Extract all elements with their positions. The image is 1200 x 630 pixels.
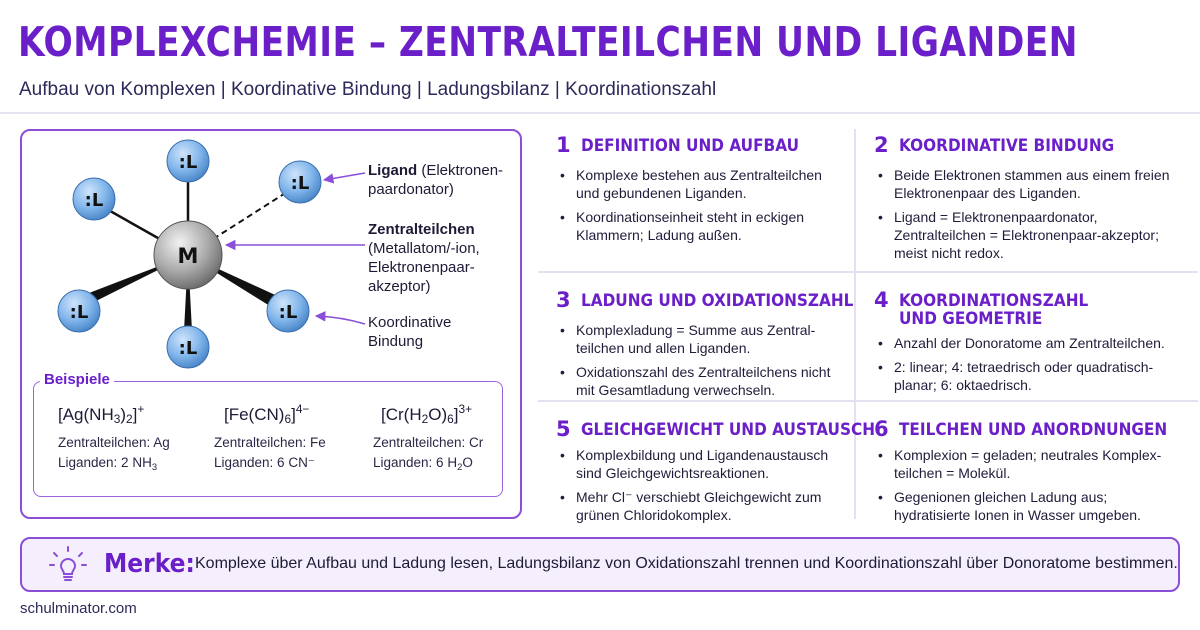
central-callout-text: (Metallatom/-ion, bbox=[368, 240, 480, 257]
merke-box bbox=[20, 537, 1180, 592]
info-cards-grid bbox=[538, 129, 1198, 523]
card-number: 3 bbox=[556, 288, 571, 312]
card-bullet: • Oxidationszahl des Zentralteilchens nicht mit Gesamtladung verwechseln. bbox=[558, 363, 834, 399]
card-title: UND GEOMETRIE bbox=[898, 309, 1042, 329]
central-atom-label: M bbox=[177, 244, 199, 268]
card-number: 5 bbox=[556, 417, 571, 441]
card-title: KOORDINATIONSZAHL bbox=[898, 291, 1088, 311]
ligand-callout bbox=[368, 161, 518, 199]
central-callout-text: Elektronenpaar- bbox=[368, 259, 475, 276]
example-silver bbox=[58, 402, 208, 473]
ligand-callout-text: (Elektronen- bbox=[417, 162, 504, 179]
card-bullet: • Komplexladung = Summe aus Zentral-teilchen und allen Liganden. bbox=[558, 321, 834, 357]
card-number: 4 bbox=[874, 288, 889, 312]
card-number: 6 bbox=[874, 417, 889, 441]
card-title: GLEICHGEWICHT UND AUSTAUSCH bbox=[580, 420, 875, 440]
card-bullet: • Anzahl der Donoratome am Zentralteilchen. bbox=[876, 334, 1180, 352]
grid-divider bbox=[538, 271, 1198, 273]
ligand-top bbox=[167, 140, 209, 182]
bond-callout-arrow bbox=[316, 316, 365, 324]
card-bullet: • Gegenionen gleichen Ladung aus; hydratisierte Ionen in Wasser umgeben. bbox=[876, 488, 1180, 524]
ligand-label: :L bbox=[69, 302, 89, 323]
example-ligands: Liganden: 6 $H_2O$ bbox=[373, 455, 473, 473]
card-bullet: • 2: linear; 4: tetraedrisch oder quadratisch-planar; 6: oktaedrisch. bbox=[876, 358, 1180, 394]
ligand-label: :L bbox=[178, 152, 198, 173]
ligand-label: :L bbox=[178, 338, 198, 359]
example-formula: $[Cr(H_2O)_6]^{3+}$ bbox=[381, 402, 473, 426]
card-title: KOORDINATIVE BINDUNG bbox=[898, 136, 1114, 156]
example-chromium bbox=[373, 402, 523, 473]
example-ligands: Liganden: 6 CN⁻ bbox=[214, 455, 315, 470]
example-central: Zentralteilchen: Ag bbox=[58, 435, 170, 450]
ligand-upper-left bbox=[73, 178, 115, 220]
card-charge bbox=[538, 284, 852, 405]
example-iron bbox=[214, 402, 364, 473]
example-formula: $[Fe(CN)_6]^{4-}$ bbox=[224, 402, 310, 426]
examples-box bbox=[33, 371, 503, 497]
card-equilibrium bbox=[538, 413, 875, 530]
card-title: LADUNG UND OXIDATIONSZAHL bbox=[580, 291, 854, 311]
ligand-bottom bbox=[167, 326, 209, 368]
page-title: KOMPLEXCHEMIE – ZENTRALTEILCHEN UND LIGANDEN bbox=[18, 18, 1078, 66]
ligand-label: :L bbox=[290, 173, 310, 194]
example-central: Zentralteilchen: Cr bbox=[373, 435, 484, 450]
card-title: TEILCHEN UND ANORDNUNGEN bbox=[898, 420, 1167, 440]
card-title: DEFINITION UND AUFBAU bbox=[580, 136, 799, 156]
page-subtitle: Aufbau von Komplexen | Koordinative Bindung | Ladungsbilanz | Koordinationszahl bbox=[19, 79, 717, 100]
ligand-label: :L bbox=[84, 190, 104, 211]
complex-diagram-panel bbox=[20, 129, 522, 519]
card-particles bbox=[856, 413, 1198, 530]
ligand-callout-arrow bbox=[324, 173, 365, 180]
card-bullet: • Komplexe bestehen aus Zentralteilchen und gebundenen Liganden. bbox=[558, 166, 834, 202]
bond-callout-text: Koordinative bbox=[368, 314, 452, 331]
card-bullet: • Komplexbildung und Ligandenaustausch sind Gleichgewichtsreaktionen. bbox=[558, 446, 834, 482]
merke-title: Merke: bbox=[104, 549, 195, 579]
ligand-callout-title: Ligand bbox=[368, 162, 418, 179]
card-coordinate-bond bbox=[856, 129, 1198, 268]
examples-title: Beispiele bbox=[40, 371, 114, 388]
central-atom bbox=[154, 221, 222, 289]
ligand-lower-left bbox=[58, 290, 100, 332]
example-formula: $[Ag(NH_3)_2]^+$ bbox=[58, 402, 145, 426]
ligand-lower-right bbox=[267, 290, 309, 332]
example-ligands: Liganden: 2 $NH_3$ bbox=[58, 455, 158, 473]
card-coordination-number bbox=[856, 284, 1198, 400]
card-bullet: • Mehr Cl⁻ verschiebt Gleichgewicht zum grünen Chloridokomplex. bbox=[558, 488, 834, 524]
card-bullet: • Komplexion = geladen; neutrales Komplex-teilchen = Molekül. bbox=[876, 446, 1180, 482]
card-number: 2 bbox=[874, 133, 889, 157]
central-callout-text: akzeptor) bbox=[368, 278, 431, 295]
header-divider bbox=[0, 112, 1200, 114]
merke-text: Komplexe über Aufbau und Ladung lesen, Ladungsbilanz von Oxidationszahl trennen und Koordinationszahl über Donoratome bestimmen. bbox=[195, 555, 1178, 572]
central-callout-title: Zentralteilchen bbox=[368, 221, 475, 238]
ligand-upper-right bbox=[279, 161, 321, 203]
example-central: Zentralteilchen: Fe bbox=[214, 435, 326, 450]
card-number: 1 bbox=[556, 133, 571, 157]
card-definition bbox=[538, 129, 852, 250]
lightbulb-icon bbox=[48, 545, 88, 585]
ligand-label: :L bbox=[278, 302, 298, 323]
ligand-callout-text: paardonator) bbox=[368, 181, 454, 198]
bond-callout bbox=[368, 313, 518, 351]
bond-callout-text: Bindung bbox=[368, 333, 424, 350]
card-bullet: • Ligand = Elektronenpaardonator, Zentralteilchen = Elektronenpaar-akzeptor; meist nicht redox. bbox=[876, 208, 1180, 262]
footer-site: schulminator.com bbox=[20, 600, 137, 617]
card-bullet: • Beide Elektronen stammen aus einem freien Elektronenpaar des Liganden. bbox=[876, 166, 1180, 202]
central-callout bbox=[368, 220, 518, 296]
card-bullet: • Koordinationseinheit steht in eckigen Klammern; Ladung außen. bbox=[558, 208, 834, 244]
